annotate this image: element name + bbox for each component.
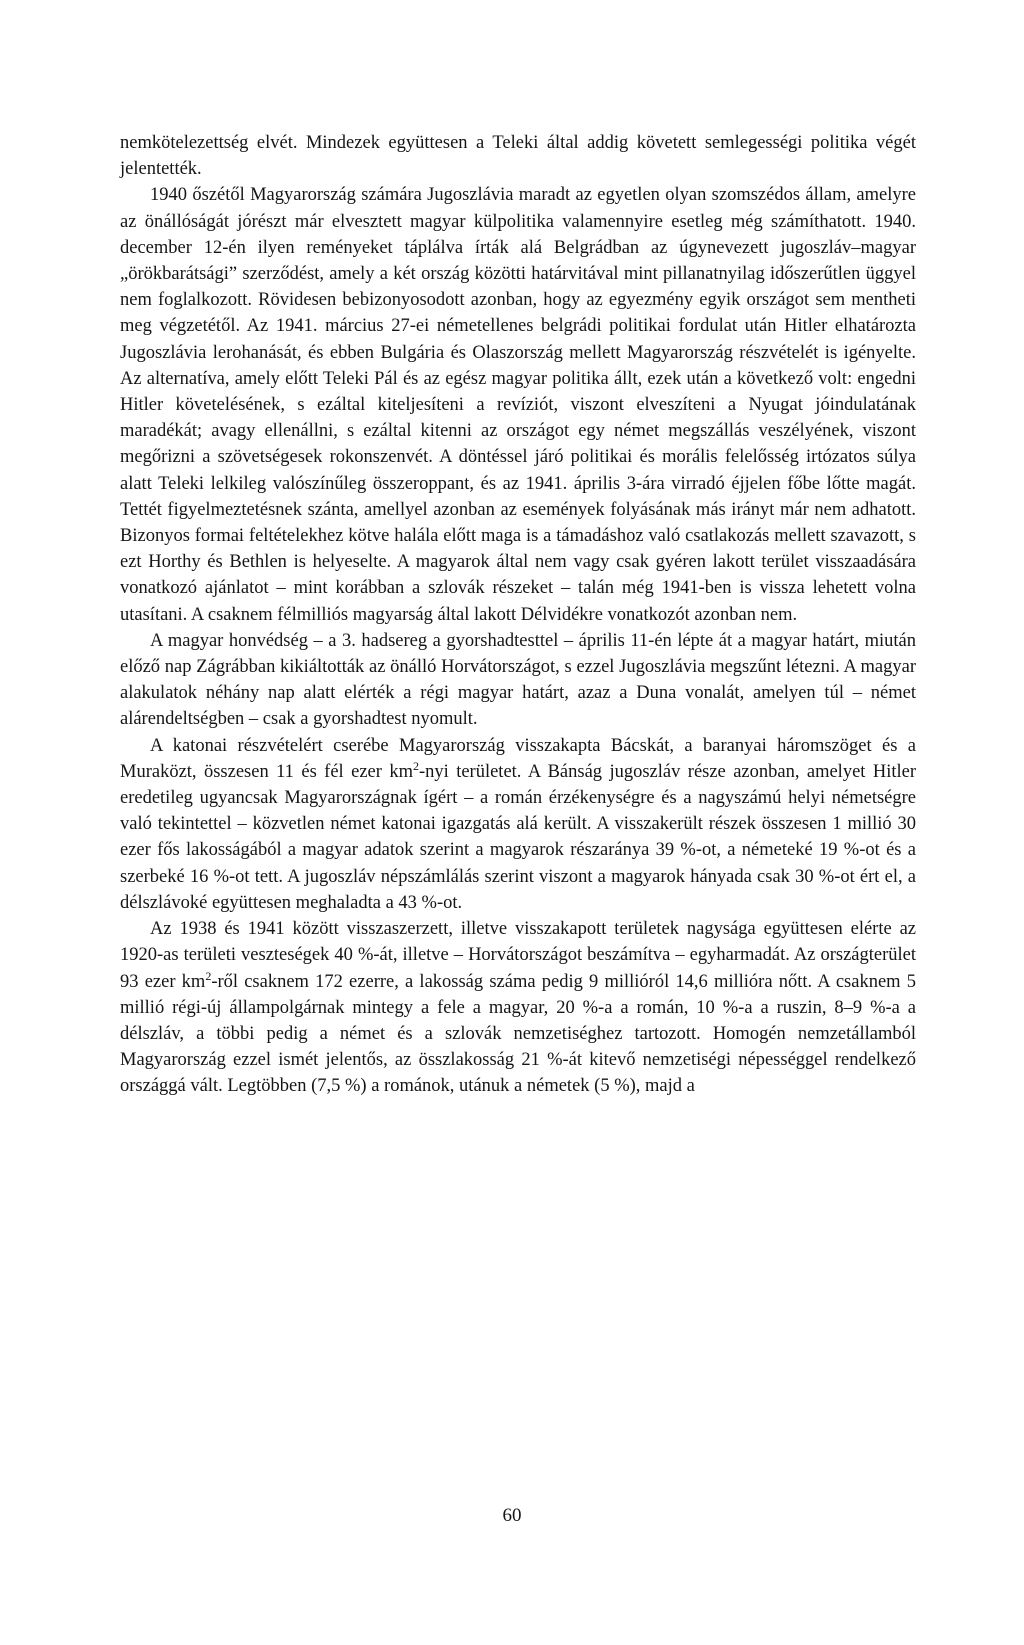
paragraph-3: A magyar honvédség – a 3. hadsereg a gyorshadtesttel – április 11-én lépte át a magyar határt, miután előző nap Zágrábban kikiáltották az önálló Horvátországot, s ezzel Jugoszlávia megszűnt létezni. A magyar alakulatok néhány nap alatt elérték a régi magyar határt, azaz a Duna vonalát, amelyen túl – német alárendeltségben – csak a gyorshadtest nyomult. <box>120 630 916 730</box>
paragraph-5: Az 1938 és 1941 között visszaszerzett, illetve visszakapott területek nagysága együttesen elérte az 1920-as területi veszteségek 40 %-át, illetve – Horvátországot beszámítva – egyharmadát. Az országterület 93 ezer $km^2$-ről csaknem 172 ezerre, a lakosság száma pedig 9 millióról 14,6 millióra nőtt. A csaknem 5 millió régi-új állampolgárnak mintegy a fele a magyar, 20 %-a a román, 10 %-a a ruszin, 8–9 %-a a délszláv, a többi pedig a német és a szlovák nemzetiséghez tartozott. Homogén nemzetállamból Magyarország ezzel ismét jelentős, az összlakosság 21 %-át kitevő nemzetiségi népességgel rendelkező országgá vált. Legtöbben (7,5 %) a románok, utánuk a németek (5 %), majd a <box>120 919 916 1097</box>
paragraph-2: 1940 őszétől Magyarország számára Jugoszlávia maradt az egyetlen olyan szomszédos állam, amelyre az önállóságát jórészt már elvesztett magyar külpolitika valamennyire esetleg még számíthatott. 1940. december 12-én ilyen reményeket táplálva írták alá Belgrádban az úgynevezett jugoszláv–magyar „örökbarátsági” szerződést, amely a két ország közötti határvitával mint pillanatnyilag időszerűtlen üggyel nem foglalkozott. Rövidesen bebizonyosodott azonban, hogy az egyezmény egyik országot sem mentheti meg végzetétől. Az 1941. március 27-ei németellenes belgrádi politikai fordulat után Hitler elhatározta Jugoszlávia lerohanását, és ebben Bulgária és Olaszország mellett Magyarország részvételét is igényelte. Az alternatíva, amely előtt Teleki Pál és az egész magyar politika állt, ezek után a következő volt: engedni Hitler követelésének, s ezáltal kiteljesíteni a revíziót, viszont elveszíteni a Nyugat jóindulatának maradékát; avagy ellenállni, s ezáltal kitenni az országot egy német megszállás veszélyének, viszont megőrizni a szövetségesek rokonszenvét. A döntéssel járó politikai és morális felelősség irtózatos súlya alatt Teleki lelkileg valószínűleg összeroppant, és az 1941. április 3-ára virradó éjjelen főbe lőtte magát. Tettét figyelmeztetésnek szánta, amellyel azonban az események folyásának más irányt már nem adhatott. Bizonyos formai feltételekhez kötve halála előtt maga is a támadáshoz való csatlakozás mellett szavazott, s ezt Horthy és Bethlen is helyeselte. A magyarok által nem vagy csak gyéren lakott terület visszaadására vonatkozó ajánlatot – mint korábban a szlovák részeket – talán még 1941-ben is vissza lehetett volna utasítani. A csaknem félmilliós magyarság által lakott Délvidékre vonatkozót azonban nem. <box>120 185 916 625</box>
page-number: 60 <box>502 1505 522 1526</box>
document-page <box>120 130 916 1100</box>
paragraph-4: A katonai részvételért cserébe Magyarország visszakapta Bácskát, a baranyai háromszöget és a Muraközt, összesen 11 és fél ezer $km^2$-nyi területet. A Bánság jugoszláv része azonban, amelyet Hitler eredetileg ugyancsak Magyarországnak ígért – a román érzékenységre és a nagyszámú helyi németségre való tekintettel – közvetlen német katonai igazgatás alá került. A visszakerült részek összesen 1 millió 30 ezer fős lakosságából a magyar adatok szerint a magyarok részaránya 39 %-ot, a németeké 19 %-ot és a szerbeké 16 %-ot tett. A jugoszláv népszámlálás szerint viszont a magyarok hányada csak 30 %-ot ért el, a délszlávoké együttesen meghaladta a 43 %-ot. <box>120 735 916 913</box>
paragraph-1: nemkötelezettség elvét. Mindezek együttesen a Teleki által addig követett semlegességi politika végét jelentették. <box>120 133 916 180</box>
